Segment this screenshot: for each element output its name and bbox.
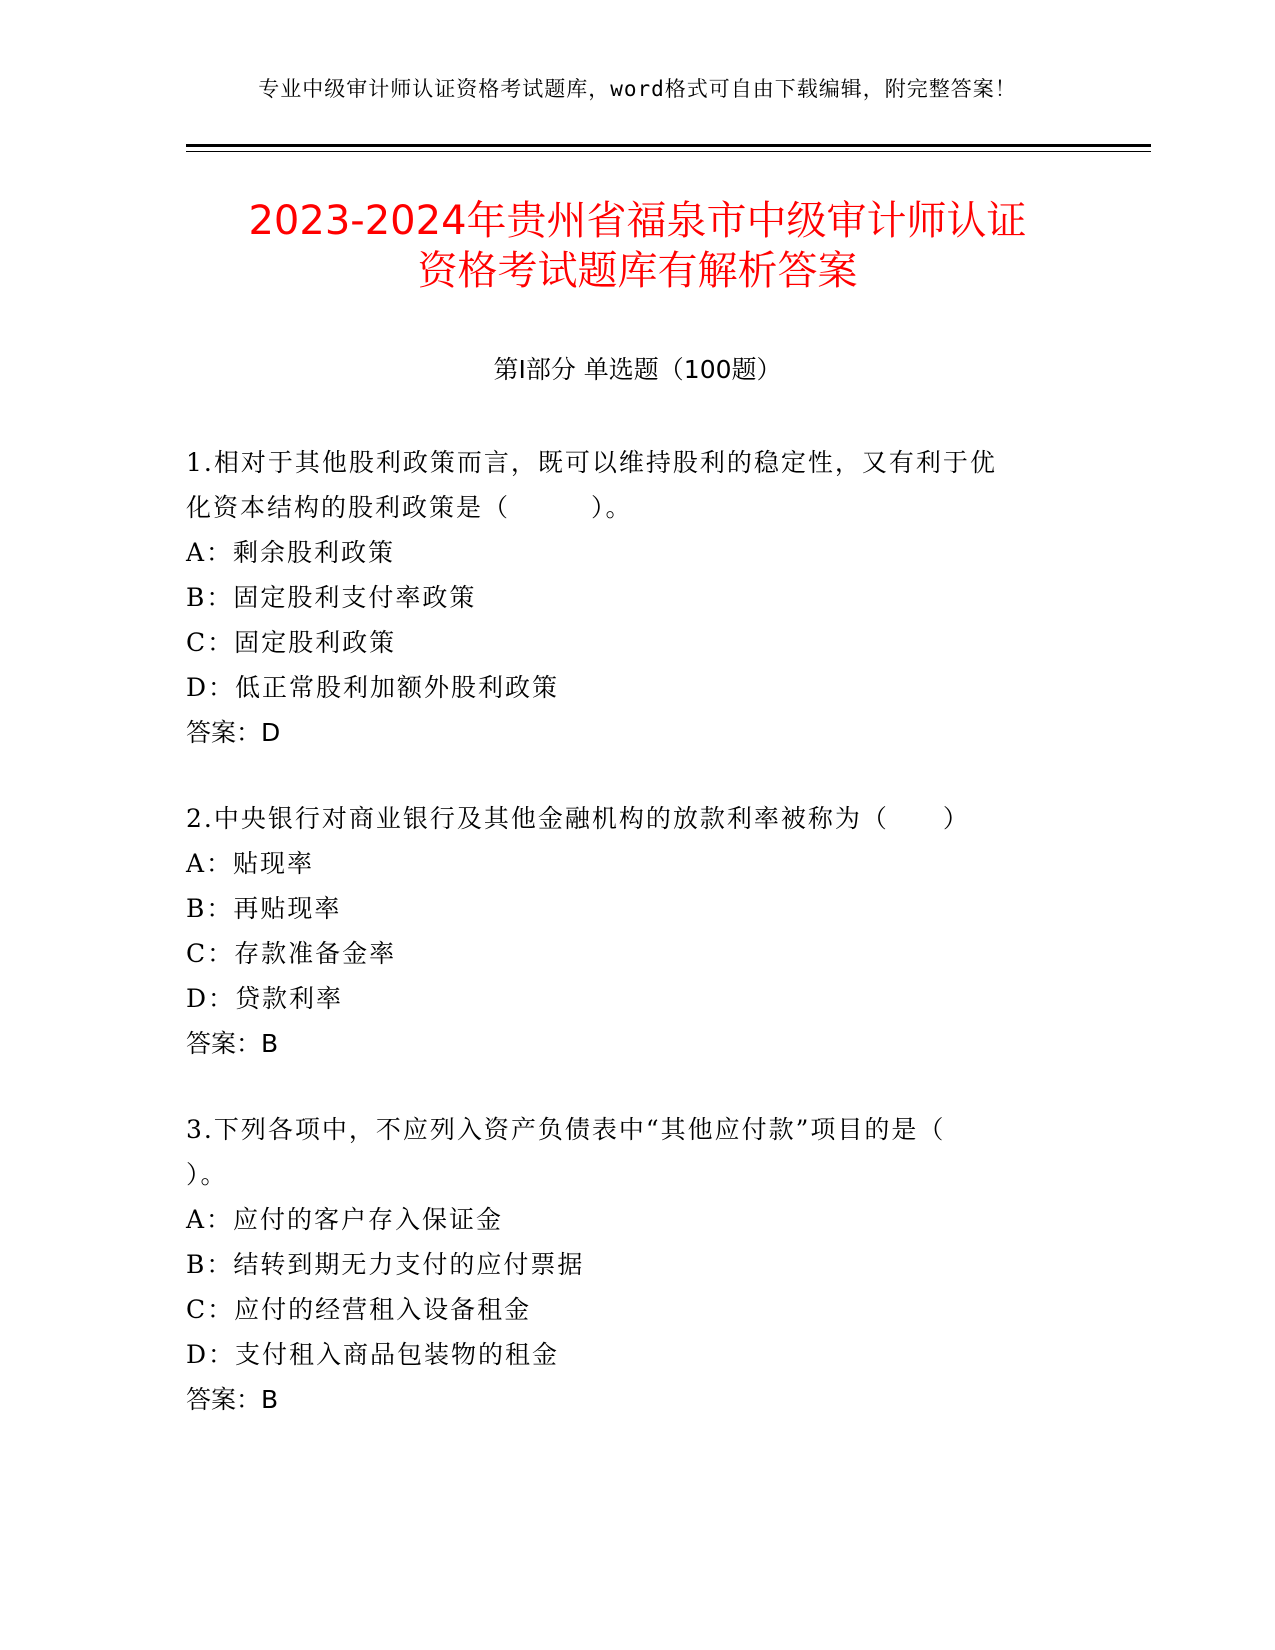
option-c: C：应付的经营租入设备租金 [186,1295,532,1324]
document-title [150,196,1125,296]
option-c: C：固定股利政策 [186,628,397,657]
section-heading: 第Ⅰ部分 单选题（100题） [493,355,782,384]
answer: 答案：D [186,718,281,747]
answer: 答案：B [186,1385,279,1414]
page-header: 专业中级审计师认证资格考试题库，word格式可自由下载编辑，附完整答案！ [258,77,1017,101]
question-stem-line: 3.下列各项中，不应列入资产负债表中“其他应付款”项目的是（ [186,1115,946,1144]
header-rule-thick [186,144,1151,147]
option-b: B：固定股利支付率政策 [186,583,477,612]
question-stem-line: 化资本结构的股利政策是（ ）。 [186,493,633,522]
question-3 [186,1107,1066,1422]
title-line-1: 2023-2024年贵州省福泉市中级审计师认证 [248,198,1027,244]
option-a: A：贴现率 [186,849,315,878]
question-stem-line: 1.相对于其他股利政策而言，既可以维持股利的稳定性，又有利于优 [186,448,997,477]
question-list [186,440,1066,1463]
option-b: B：结转到期无力支付的应付票据 [186,1250,585,1279]
answer: 答案：B [186,1029,279,1058]
question-2 [186,796,1066,1066]
option-a: A：剩余股利政策 [186,538,396,567]
question-stem-line: 2.中央银行对商业银行及其他金融机构的放款利率被称为（ ） [186,804,970,833]
option-d: D：支付租入商品包装物的租金 [186,1340,560,1369]
question-1 [186,440,1066,755]
question-stem-line: ）。 [186,1160,228,1189]
option-d: D：低正常股利加额外股利政策 [186,673,560,702]
header-rule-thin [186,151,1151,152]
option-b: B：再贴现率 [186,894,342,923]
option-d: D：贷款利率 [186,984,344,1013]
title-line-2: 资格考试题库有解析答案 [417,248,858,294]
option-a: A：应付的客户存入保证金 [186,1205,504,1234]
option-c: C：存款准备金率 [186,939,397,968]
